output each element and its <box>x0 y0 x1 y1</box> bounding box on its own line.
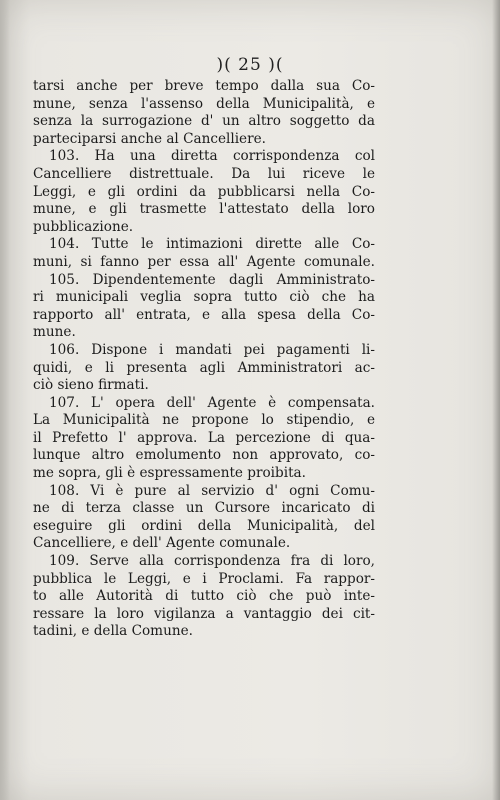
text-line: il Prefetto l' approva. La percezione di qua- <box>33 429 375 446</box>
text-line: La Municipalità ne propone lo stipendio, e <box>33 412 375 429</box>
text-line: 109. Serve alla corrispondenza fra di loro, <box>49 553 375 570</box>
text-line: ri municipali veglia sopra tutto ciò che ha <box>33 289 375 306</box>
text-line: pubblicazione. <box>33 218 134 235</box>
text-line: ciò sieno firmati. <box>33 377 149 394</box>
text-line: Leggi, e gli ordini da pubblicarsi nella Co- <box>33 183 375 200</box>
text-line: tarsi anche per breve tempo dalla sua Co- <box>33 78 375 94</box>
page-left-edge <box>0 0 10 800</box>
text-line: eseguire gli ordini della Municipalità, del <box>33 517 375 534</box>
text-line: lunque altro emolumento non approvato, co- <box>33 447 375 464</box>
text-line: 106. Dispone i mandati pei pagamenti li- <box>49 341 375 358</box>
text-line: me sopra, gli è espressamente proibita. <box>33 465 306 482</box>
text-line: mune, e gli trasmette l'attestato della loro <box>33 201 375 218</box>
text-line: ressare la loro vigilanza a vantaggio dei cit- <box>33 605 375 622</box>
text-line: ne di terza classe un Cursore incaricato di <box>33 500 375 517</box>
text-line: pubblica le Leggi, e i Proclami. Fa rappor- <box>33 570 375 587</box>
text-line: 104. Tutte le intimazioni dirette alle Co- <box>49 236 375 253</box>
page-number-header: )( 25 )( <box>216 55 284 75</box>
text-line: to alle Autorità di tutto ciò che può inte- <box>33 588 375 605</box>
text-line: mune. <box>33 324 76 341</box>
text-line: Cancelliere, e dell' Agente comunale. <box>33 535 291 552</box>
page-right-edge <box>492 0 500 800</box>
text-line: rapporto all' entrata, e alla spesa della Co- <box>33 306 375 323</box>
text-line: 107. L' opera dell' Agente è compensata. <box>49 394 375 411</box>
text-line: parteciparsi anche al Cancelliere. <box>33 130 266 147</box>
text-line: senza la surrogazione d' un altro soggetto da <box>33 113 375 130</box>
text-line: 103. Ha una diretta corrispondenza col <box>49 148 375 165</box>
body-text <box>33 78 375 641</box>
text-line: Cancelliere distrettuale. Da lui riceve le <box>33 165 375 182</box>
text-line: muni, si fanno per essa all' Agente comunale. <box>33 253 375 270</box>
text-line: 105. Dipendentemente dagli Amministrato- <box>49 271 375 288</box>
text-line: mune, senza l'assenso della Municipalità, e <box>33 95 375 112</box>
text-line: quidi, e li presenta agli Amministratori ac- <box>33 359 375 376</box>
text-line: 108. Vi è pure al servizio d' ogni Comu- <box>49 482 375 499</box>
text-line: tadini, e della Comune. <box>33 623 193 640</box>
